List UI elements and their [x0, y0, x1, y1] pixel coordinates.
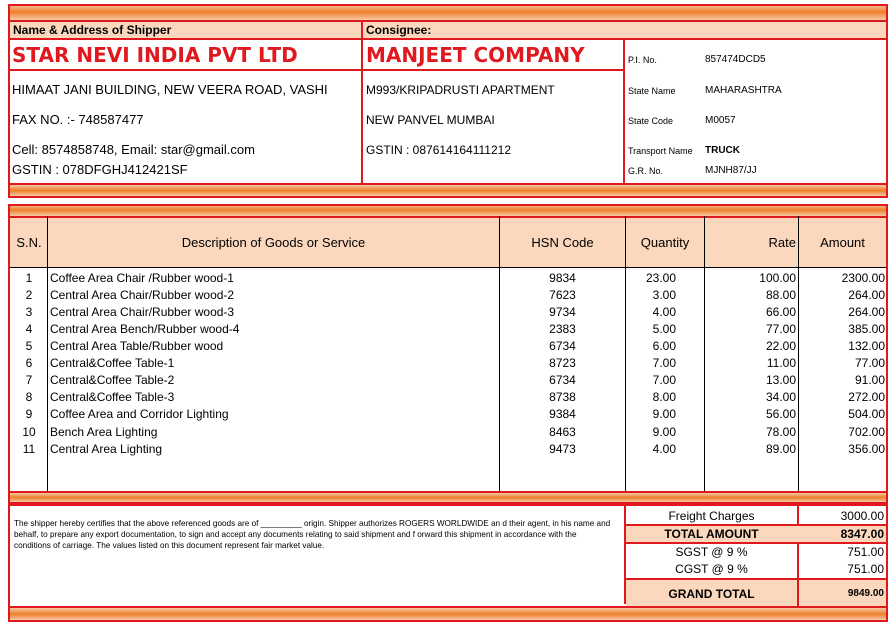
col-header-rate: Rate: [768, 234, 796, 250]
cell-amount: 2300.00: [841, 271, 885, 285]
gr-no-label: G.R. No.: [628, 166, 664, 176]
consignee-address-2: NEW PANVEL MUMBAI: [366, 113, 495, 127]
sgst-label: SGST @ 9 %: [675, 545, 748, 559]
cell-hsn: 8738: [549, 390, 576, 404]
state-name-value: MAHARASHTRA: [705, 85, 782, 96]
pi-no-label: P.I. No.: [628, 55, 657, 65]
cell-description: Central&Coffee Table-1: [50, 356, 175, 370]
grand-total-label: GRAND TOTAL: [668, 587, 755, 601]
cell-rate: 88.00: [765, 288, 796, 302]
consignee-label: Consignee:: [366, 23, 432, 37]
col-header-hsn: HSN Code: [531, 234, 594, 250]
cell-rate: 11.00: [766, 356, 796, 370]
cell-sn: 10: [22, 425, 36, 439]
col-header-amount: Amount: [820, 234, 865, 250]
consignee-name: MANJEET COMPANY: [366, 43, 585, 67]
certification-text: The shipper hereby certifies that the above referenced goods are of _________ origin. Shipper authorizes ROGERS WORLDWIDE an d their agent, in his name and behalf, to prepare any export documentation, to sign and accept any documents relating to said shipment and f orward this shipment in accordance with the conditions of carriage. The values listed on this document represent fair market value.: [14, 519, 611, 550]
cgst-value: 751.00: [847, 562, 884, 576]
cell-description: Central Area Table/Rubber wood: [50, 339, 224, 353]
cell-amount: 356.00: [848, 442, 885, 456]
cell-rate: 34.00: [765, 390, 796, 404]
cell-description: Central Area Lighting: [50, 442, 163, 456]
top-divider-1: [361, 20, 363, 183]
shipper-label: Name & Address of Shipper: [13, 23, 172, 37]
col-header-description: Description of Goods or Service: [181, 234, 366, 250]
cell-hsn: 8723: [549, 356, 576, 370]
cell-quantity: 5.00: [652, 322, 676, 336]
cell-hsn: 9473: [549, 442, 576, 456]
cell-hsn: 9384: [549, 407, 576, 421]
company-row-divider: [10, 69, 624, 71]
shipper-contact: Cell: 8574858748, Email: star@gmail.com: [12, 142, 255, 157]
cell-quantity: 7.00: [652, 373, 676, 387]
freight-value: 3000.00: [840, 509, 884, 523]
cell-description: Bench Area Lighting: [50, 425, 158, 439]
cell-hsn: 2383: [549, 322, 576, 336]
freight-label: Freight Charges: [668, 509, 755, 523]
cell-sn: 5: [25, 339, 33, 353]
cell-amount: 132.00: [848, 339, 885, 353]
cell-description: Central&Coffee Table-2: [50, 373, 175, 387]
cell-description: Central Area Chair/Rubber wood-3: [50, 305, 235, 319]
pi-no-value: 857474DCD5: [705, 54, 766, 65]
footer-bottom-band: [10, 606, 886, 620]
cell-amount: 264.00: [848, 305, 885, 319]
cell-rate: 56.00: [765, 407, 796, 421]
col-header-sn: S.N.: [16, 234, 42, 250]
cgst-label: CGST @ 9 %: [675, 562, 748, 576]
shipper-name: STAR NEVI INDIA PVT LTD: [12, 43, 298, 67]
cell-quantity: 4.00: [652, 305, 676, 319]
state-code-value: M0057: [705, 115, 736, 126]
cell-rate: 66.00: [765, 305, 796, 319]
cell-hsn: 6734: [549, 373, 576, 387]
cell-quantity: 9.00: [652, 425, 676, 439]
cell-rate: 78.00: [765, 425, 796, 439]
state-name-label: State Name: [628, 86, 676, 96]
cell-sn: 2: [25, 288, 33, 302]
cell-amount: 385.00: [848, 322, 885, 336]
cell-quantity: 9.00: [652, 407, 676, 421]
cell-description: Coffee Area and Corridor Lighting: [50, 407, 229, 421]
cell-description: Coffee Area Chair /Rubber wood-1: [50, 271, 234, 285]
consignee-address-1: M993/KRIPADRUSTI APARTMENT: [366, 83, 555, 97]
cell-quantity: 8.00: [652, 390, 676, 404]
cell-sn: 1: [25, 271, 33, 285]
cell-description: Central&Coffee Table-3: [50, 390, 175, 404]
cell-quantity: 23.00: [645, 271, 676, 285]
cell-hsn: 9834: [549, 271, 576, 285]
cell-quantity: 6.00: [652, 339, 676, 353]
shipper-address: HIMAAT JANI BUILDING, NEW VEERA ROAD, VASHI: [12, 82, 328, 97]
cell-quantity: 4.00: [652, 442, 676, 456]
shipper-fax: FAX NO. :- 748587477: [12, 112, 144, 127]
cell-amount: 702.00: [848, 425, 885, 439]
cell-sn: 6: [25, 356, 33, 370]
cell-sn: 8: [25, 390, 33, 404]
transport-label: Transport Name: [628, 146, 693, 156]
cell-hsn: 8463: [549, 425, 576, 439]
consignee-gstin: GSTIN : 087614164111212: [366, 143, 511, 157]
cell-rate: 100.00: [759, 271, 796, 285]
shipper-gstin: GSTIN : 078DFGHJ412421SF: [12, 162, 188, 177]
cell-rate: 22.00: [765, 339, 796, 353]
cell-quantity: 3.00: [652, 288, 676, 302]
cell-amount: 77.00: [854, 356, 885, 370]
table-bottom-band: [10, 491, 886, 502]
cell-rate: 89.00: [765, 442, 796, 456]
transport-value: TRUCK: [705, 145, 740, 156]
gr-no-value: MJNH87/JJ: [705, 165, 757, 176]
cell-sn: 11: [22, 442, 36, 456]
top-divider-2: [623, 40, 625, 183]
cell-description: Central Area Bench/Rubber wood-4: [50, 322, 240, 336]
total-amount-value: 8347.00: [840, 527, 884, 541]
total-amount-label: TOTAL AMOUNT: [664, 527, 759, 541]
cell-hsn: 9734: [549, 305, 576, 319]
cell-amount: 272.00: [848, 390, 885, 404]
cell-sn: 7: [25, 373, 33, 387]
cell-sn: 3: [25, 305, 33, 319]
cell-hsn: 6734: [549, 339, 576, 353]
sgst-value: 751.00: [847, 545, 884, 559]
col-header-quantity: Quantity: [640, 234, 690, 250]
cell-hsn: 7623: [549, 288, 576, 302]
grand-total-value: 9849.00: [847, 588, 884, 599]
state-code-label: State Code: [628, 116, 674, 126]
cell-amount: 91.00: [854, 373, 885, 387]
cell-rate: 13.00: [765, 373, 796, 387]
cell-sn: 9: [25, 407, 33, 421]
top-bottom-band: [10, 183, 886, 196]
cell-amount: 504.00: [848, 407, 885, 421]
cell-rate: 77.00: [765, 322, 796, 336]
cell-quantity: 7.00: [652, 356, 676, 370]
cell-sn: 4: [25, 322, 33, 336]
cell-description: Central Area Chair/Rubber wood-2: [50, 288, 235, 302]
col-line-1: [47, 216, 48, 491]
cell-amount: 264.00: [848, 288, 885, 302]
